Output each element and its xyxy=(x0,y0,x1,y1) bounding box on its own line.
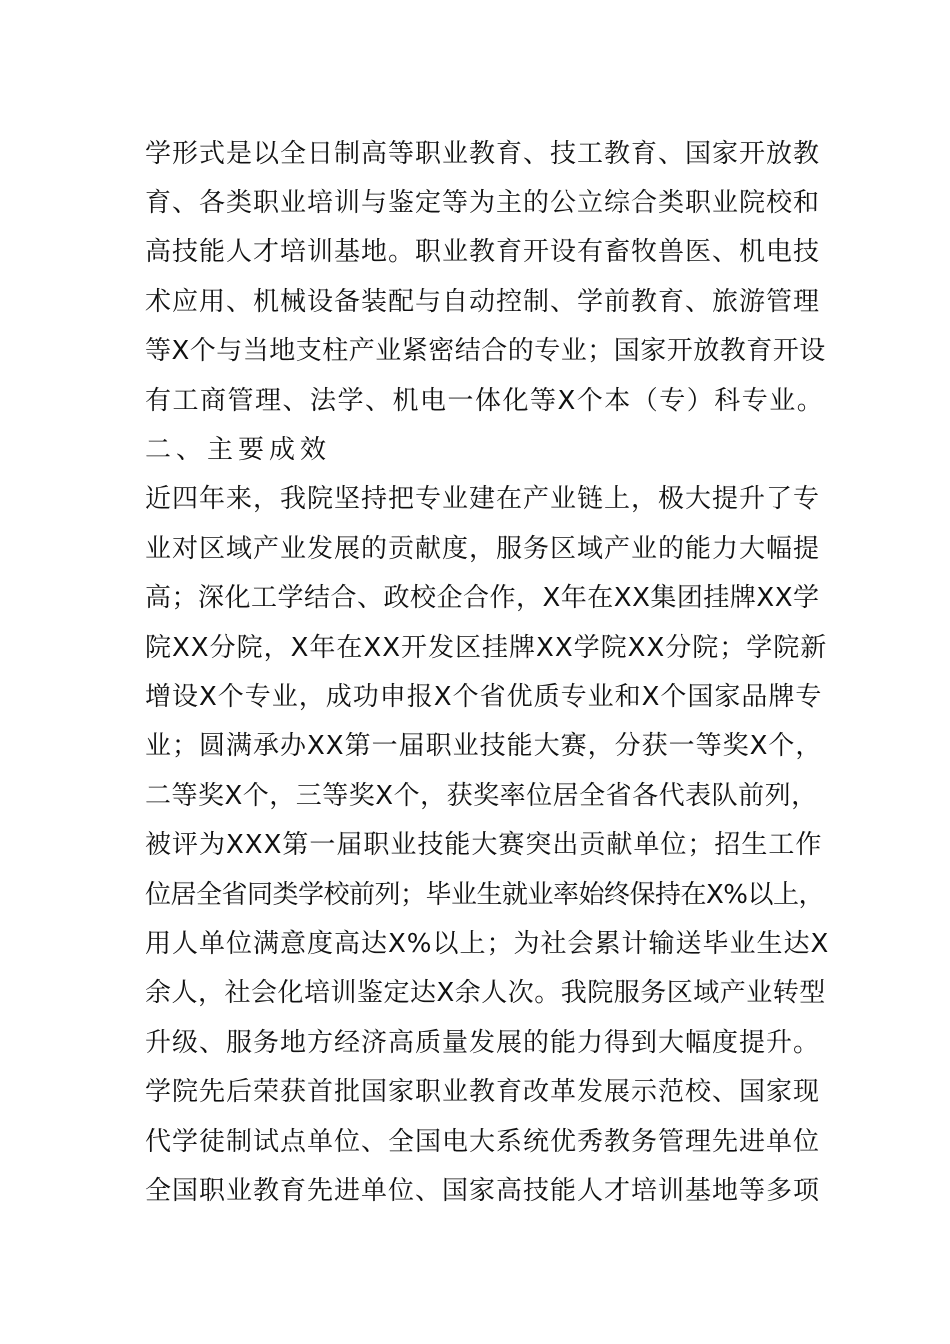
text-line: 院XX分院，X年在XX开发区挂牌XX学院XX分院；学院新 xyxy=(145,633,828,663)
text-line: 高技能人才培训基地。职业教育开设有畜牧兽医、机电技 xyxy=(145,237,821,267)
text-line: 业对区域产业发展的贡献度，服务区域产业的能力大幅提 xyxy=(145,534,821,564)
text-line: 增设X个专业，成功申报X个省优质专业和X个国家品牌专 xyxy=(145,682,823,712)
text-line: 二等奖X个，三等奖X个，获奖率位居全省各代表队前列， xyxy=(145,781,818,811)
text-line: 等X个与当地支柱产业紧密结合的专业；国家开放教育开设 xyxy=(145,336,826,366)
text-line: 学形式是以全日制高等职业教育、技工教育、国家开放教 xyxy=(145,139,821,169)
text-line: 被评为XXX第一届职业技能大赛突出贡献单位；招生工作 xyxy=(145,830,823,860)
text-line: 有工商管理、法学、机电一体化等X个本（专）科专业。 xyxy=(145,386,825,416)
text-line: 学院先后荣获首批国家职业教育改革发展示范校、国家现 xyxy=(145,1077,821,1107)
text-line: 育、各类职业培训与鉴定等为主的公立综合类职业院校和 xyxy=(145,188,821,218)
text-line: 全国职业教育先进单位、国家高技能人才培训基地等多项 xyxy=(145,1176,821,1206)
text-line: 近四年来，我院坚持把专业建在产业链上，极大提升了专 xyxy=(145,484,821,514)
text-line: 位居全省同类学校前列；毕业生就业率始终保持在X%以上， xyxy=(145,880,825,910)
text-line: 用人单位满意度高达X%以上；为社会累计输送毕业生达X xyxy=(145,929,830,959)
text-line: 余人，社会化培训鉴定达X余人次。我院服务区域产业转型 xyxy=(145,978,826,1008)
text-line: 术应用、机械设备装配与自动控制、学前教育、旅游管理 xyxy=(145,287,821,317)
text-line: 升级、服务地方经济高质量发展的能力得到大幅度提升。 xyxy=(145,1028,821,1058)
text-line: 高；深化工学结合、政校企合作，X年在XX集团挂牌XX学 xyxy=(145,583,820,613)
text-line: 代学徒制试点单位、全国电大系统优秀教务管理先进单位 xyxy=(145,1127,821,1157)
text-line: 业；圆满承办XX第一届职业技能大赛，分获一等奖X个， xyxy=(145,731,823,761)
section-heading: 二、主要成效 xyxy=(145,435,332,465)
